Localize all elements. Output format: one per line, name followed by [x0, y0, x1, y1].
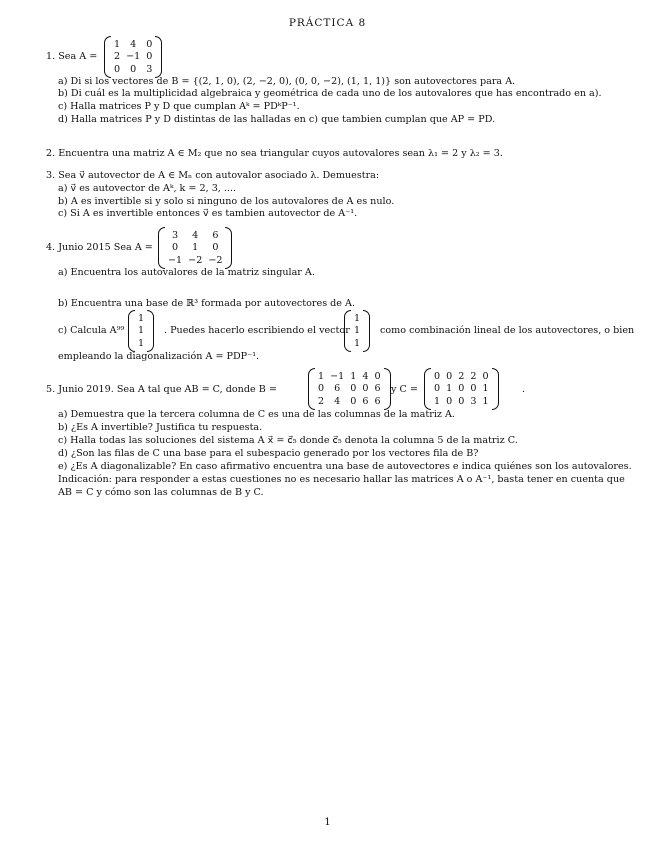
problem-1-label: 1. Sea [46, 51, 77, 62]
matrix-a-1-entry: 0 [146, 38, 153, 50]
vector-ones-1-entry: 1 [138, 337, 145, 349]
problem-5-a: a) Demuestra que la tercera columna de C es una de las columnas de la matriz A. [58, 409, 455, 420]
matrix-a-1-entry: 1 [114, 38, 121, 50]
problem-3-c: c) Si A es invertible entonces v⃗ es tambien autovector de A⁻¹. [58, 208, 358, 219]
matrix-c-entry: 1 [446, 383, 453, 395]
matrix-b-entry: 2 [318, 395, 325, 407]
right-bracket [492, 368, 499, 410]
matrix-a-4-entry: −2 [208, 254, 223, 266]
matrix-b-row [315, 395, 384, 408]
page-number: 1 [324, 817, 331, 828]
matrix-a-4-entry: −1 [168, 254, 183, 266]
matrix-a-4-entry: 0 [172, 242, 179, 254]
left-bracket [308, 368, 315, 410]
matrix-b-entry: 6 [334, 383, 341, 395]
vector-ones-1-row [135, 337, 147, 350]
vector-ones-1-entry: 1 [138, 325, 145, 337]
vector-ones-2 [344, 310, 370, 352]
matrix-a-4-entry: 4 [192, 229, 199, 241]
right-bracket [384, 368, 391, 410]
matrix-b-row [315, 383, 384, 396]
matrix-a-4-table [165, 229, 225, 267]
matrix-c-entry: 0 [446, 395, 453, 407]
problem-3-head: 3. Sea v⃗ autovector de A ∈ Mₙ con autovalor asociado λ. Demuestra: [46, 170, 380, 181]
problem-4-a: a) Encuentra los autovalores de la matriz singular A. [58, 267, 315, 278]
vector-ones-2-row [351, 312, 363, 325]
matrix-a-4-entry: 1 [192, 242, 199, 254]
matrix-c-table [431, 370, 492, 408]
matrix-a-1-row [111, 51, 155, 64]
problem-1-d: d) Halla matrices P y D distintas de las halladas en c) que tambien cumplan que AP = PD. [58, 114, 496, 125]
vector-ones-2-entry: 1 [354, 312, 361, 324]
matrix-c-entry: 0 [434, 383, 441, 395]
matrix-b-row [315, 370, 384, 383]
matrix-c-entry: 1 [482, 383, 489, 395]
matrix-c-entry: 1 [482, 395, 489, 407]
matrix-a-4-entry: 3 [172, 229, 179, 241]
matrix-a-1-entry: 3 [146, 63, 153, 75]
matrix-c-entry: 0 [458, 383, 465, 395]
matrix-a-4 [158, 227, 232, 269]
matrix-c-entry: 0 [446, 370, 453, 382]
matrix-b-table [315, 370, 384, 408]
matrix-a-1-entry: 0 [146, 51, 153, 63]
vector-ones-2-entry: 1 [354, 325, 361, 337]
problem-5-b: b) ¿Es A invertible? Justifica tu respuesta. [58, 422, 263, 433]
matrix-a-4-row [165, 242, 225, 255]
matrix-a-1 [104, 36, 162, 78]
matrix-c-entry: 2 [458, 370, 465, 382]
matrix-b-entry: 6 [374, 383, 381, 395]
left-bracket [128, 310, 135, 352]
matrix-c-entry: 0 [470, 383, 477, 395]
matrix-c-entry: 1 [434, 395, 441, 407]
matrix-b-lhs: B = [258, 384, 277, 395]
matrix-b-entry: 0 [350, 383, 357, 395]
matrix-b-entry: 0 [350, 395, 357, 407]
left-bracket [424, 368, 431, 410]
matrix-c-row [431, 383, 492, 396]
matrix-b-entry: 1 [350, 370, 357, 382]
matrix-a-1-row [111, 38, 155, 51]
right-bracket [225, 227, 232, 269]
matrix-b-entry: 4 [362, 370, 369, 382]
problem-1-c: c) Halla matrices P y D que cumplan Aᵏ = PDᵏP⁻¹. [58, 101, 300, 112]
right-bracket [155, 36, 162, 78]
problem-3-b: b) A es invertible si y solo si ninguno de los autovalores de A es nulo. [58, 196, 395, 207]
vector-ones-2-row [351, 337, 363, 350]
problem-4-c-pre: c) Calcula A⁹⁹ [58, 325, 125, 336]
matrix-b-entry: 0 [362, 383, 369, 395]
matrix-a-1-table [111, 38, 155, 76]
matrix-b-entry: 6 [374, 395, 381, 407]
matrix-b-entry: 6 [362, 395, 369, 407]
problem-4-c-post: como combinación lineal de los autovectores, o bien [380, 325, 635, 336]
matrix-b-entry: −1 [330, 370, 345, 382]
matrix-c-entry: 0 [482, 370, 489, 382]
problem-1-head [46, 51, 97, 63]
matrix-c-row [431, 370, 492, 383]
vector-ones-1-entry: 1 [138, 312, 145, 324]
matrix-a-lhs: A = [134, 242, 153, 253]
matrix-a-1-row [111, 63, 155, 76]
vector-ones-1-row [135, 312, 147, 325]
matrix-a-4-entry: −2 [188, 254, 203, 266]
matrix-a-4-entry: 6 [212, 229, 219, 241]
matrix-c-entry: 0 [458, 395, 465, 407]
matrix-a-1-entry: −1 [126, 51, 141, 63]
problem-4-head [46, 242, 153, 254]
matrix-b-entry: 1 [318, 370, 325, 382]
left-bracket [158, 227, 165, 269]
problem-5-d: d) ¿Son las filas de C una base para el subespacio generado por los vectores fila de B? [58, 448, 479, 459]
matrix-c-entry: 3 [470, 395, 477, 407]
matrix-a-1-entry: 4 [130, 38, 137, 50]
matrix-a-4-entry: 0 [212, 242, 219, 254]
page-title: PRÁCTICA 8 [288, 17, 367, 29]
matrix-c [424, 368, 499, 410]
matrix-a-4-row [165, 229, 225, 242]
problem-4-label: 4. Junio 2015 Sea [46, 242, 132, 253]
problem-5-label: 5. Junio 2019. Sea A tal que AB = C, donde [46, 384, 256, 395]
problem-5-period: . [522, 384, 526, 395]
matrix-c-entry: 2 [470, 370, 477, 382]
matrix-a-1-entry: 2 [114, 51, 121, 63]
matrix-b-entry: 0 [374, 370, 381, 382]
vector-ones-2-table [351, 312, 363, 350]
problem-4-c-line2: empleando la diagonalización A = PDP⁻¹. [58, 351, 260, 362]
vector-ones-2-entry: 1 [354, 337, 361, 349]
problem-2: 2. Encuentra una matriz A ∈ M₂ que no sea triangular cuyos autovalores sean λ₁ = 2 y λ₂ = 3. [46, 148, 503, 159]
right-bracket [363, 310, 370, 352]
matrix-b-entry: 0 [318, 383, 325, 395]
matrix-a-1-entry: 0 [114, 63, 121, 75]
problem-5-head [46, 384, 277, 396]
right-bracket [147, 310, 154, 352]
problem-4-c-mid: . Puedes hacerlo escribiendo el vector [164, 325, 350, 336]
vector-ones-1-row [135, 325, 147, 338]
problem-1-b: b) Di cuál es la multiplicidad algebraica y geométrica de cada uno de los autovalores que has encontrado en a). [58, 88, 602, 99]
matrix-c-lhs: y C = [391, 384, 418, 395]
matrix-a-4-row [165, 254, 225, 267]
problem-5-indication-2: AB = C y cómo son las columnas de B y C. [58, 487, 264, 498]
matrix-c-entry: 0 [434, 370, 441, 382]
matrix-a-lhs: A = [79, 51, 98, 62]
problem-1-a: a) Di si los vectores de B = {(2, 1, 0), (2, −2, 0), (0, 0, −2), (1, 1, 1)} son autovectores para A. [58, 76, 516, 87]
problem-5-indication-1: Indicación: para responder a estas cuestiones no es necesario hallar las matrices A o A⁻¹, basta tener en cuenta que [58, 474, 625, 485]
problem-5-c: c) Halla todas las soluciones del sistema A x⃗ = c⃗₅ donde c⃗₅ denota la columna 5 de la matriz C. [58, 435, 518, 446]
left-bracket [344, 310, 351, 352]
matrix-c-row [431, 395, 492, 408]
vector-ones-1-table [135, 312, 147, 350]
vector-ones-1 [128, 310, 154, 352]
problem-4-b: b) Encuentra una base de ℝ³ formada por autovectores de A. [58, 298, 356, 309]
left-bracket [104, 36, 111, 78]
matrix-b [308, 368, 391, 410]
matrix-a-1-entry: 0 [130, 63, 137, 75]
matrix-b-entry: 4 [334, 395, 341, 407]
problem-5-e: e) ¿Es A diagonalizable? En caso afirmativo encuentra una base de autovectores e indica quiénes son los autovalores. [58, 461, 632, 472]
problem-3-a: a) v⃗ es autovector de Aᵏ, k = 2, 3, .... [58, 183, 237, 194]
vector-ones-2-row [351, 325, 363, 338]
